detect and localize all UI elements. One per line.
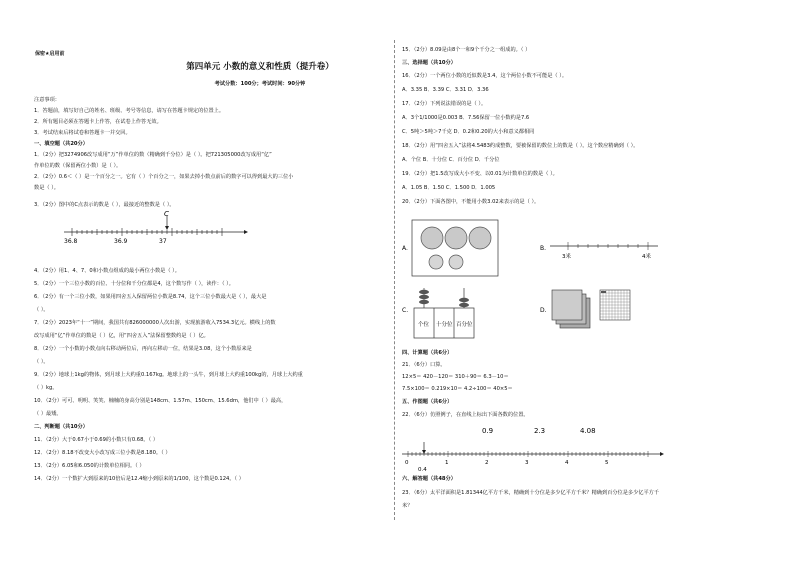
- tick-label: 4米: [642, 254, 651, 260]
- small-coin-icon: [449, 255, 463, 269]
- hundred-squares: [552, 290, 630, 328]
- target-number: 4.08: [580, 427, 596, 435]
- option-line: A．个位 B．十分位 C．百分位 D．千分位: [402, 157, 500, 163]
- q20-figures: [400, 212, 660, 344]
- question-line: 米？: [402, 503, 413, 509]
- confidential-seal: 保密★启用前: [35, 51, 65, 57]
- section-heading: 五、作图题（共6分）: [402, 399, 453, 405]
- abacus-label: 十分位: [436, 322, 453, 328]
- option-a-label: A.: [402, 245, 408, 252]
- abacus-beads: [419, 290, 469, 307]
- question-line: 18．（2分）用“四舍五入”法将4.5483约成整数，要被保留的数位上的数是（ ）。这个数应精确到（ ）。: [402, 143, 639, 149]
- question-line: 17．（2分）下列说法错误的是（ ）。: [402, 101, 487, 107]
- abacus-label: 百分位: [456, 322, 473, 328]
- example-label: 0.4: [418, 467, 427, 472]
- tick-label: 3: [525, 460, 529, 466]
- exam-info: 考试分数：100分；考试时间：90分钟: [214, 81, 306, 87]
- section-heading: 四、计算题（共6分）: [402, 350, 453, 356]
- question-line: 14．（2分）一个数扩大到原来的10倍后是12.4缩小到原来的1/100，这个数是0.124。（ ）: [34, 476, 244, 482]
- q3-number-line: [60, 208, 250, 246]
- question-line: 作单位的数（保留两位小数）是（ ）。: [34, 163, 122, 169]
- q22-number-line: [400, 424, 666, 472]
- question-line: 6．（2分）有一个三位小数，如果用四舍五入保留两位小数是8.74，这个三位小数最大是（ ），最大是: [34, 294, 267, 300]
- notice-line: 3．考试结束后将试卷和答题卡一并交回。: [34, 130, 131, 136]
- section-heading: 二、判断题（共10分）: [34, 424, 88, 430]
- question-line: 19．（2分）把1.5改写成大小不变、以0.01为计数单位的数是（ ）。: [402, 171, 558, 177]
- question-line: 12．（2分）8.18不改变大小改写成三位小数是8.180。（ ）: [34, 450, 171, 456]
- question-line: 8．（2分）一个小数的小数点向右移动两位后，再向左移动一位，结果是3.08，这个小数原来是: [34, 346, 252, 352]
- question-line: 10．（2分）可可、明明、笑笑、楠楠的身高分别是148cm、1.57m、150cm、15.6dm，他们中（ ）最高，: [34, 398, 287, 404]
- point-c-label: C: [164, 210, 169, 218]
- section-heading: 三、选择题（共10分）: [402, 60, 456, 66]
- question-line: 7．（2分）2023年“十一”期间，我国共有826000000人次出游，实现旅游收入7534.3亿元。横线上的数: [34, 320, 276, 326]
- option-b-label: B.: [540, 245, 547, 252]
- option-line: A．3个1/1000是0.003 B．7.56保留一位小数约是7.6: [402, 115, 530, 121]
- coin-icon: [469, 227, 491, 249]
- question-line: （ ）kg。: [34, 385, 58, 391]
- abacus-label: 个位: [418, 322, 430, 328]
- question-line: （ ）。: [34, 307, 49, 313]
- tick-label: 4: [565, 460, 569, 466]
- option-line: A．3.35 B．3.39 C．3.31 D．3.36: [402, 87, 489, 93]
- question-line: 9．（2分）地球上1kg的物体，到月球上大约重0.167kg。地球上的一头牛，到月球上大约重100kg的，月球上大约重: [34, 372, 303, 378]
- question-line: 20．（2分）下面各图中，不能用小数3.02来表示的是（ ）。: [402, 199, 540, 205]
- option-line: A．1.05 B．1.50 C．1.500 D．1.005: [402, 185, 496, 191]
- notice-line: 1．答题前，填写好自己的姓名、班级、考号等信息，请写在答题卡规定的位置上。: [34, 108, 225, 114]
- question-line: （ ）。: [34, 359, 49, 365]
- coin-icon: [421, 227, 443, 249]
- question-line: 16．（2分）一个两位小数的近似数是3.4，这个两位小数不可能是（ ）。: [402, 73, 568, 79]
- coin-icon: [445, 227, 467, 249]
- column-divider: [394, 40, 395, 520]
- option-d-label: D.: [540, 307, 547, 314]
- question-line: 22．（6分）仿照例子，在直线上标出下面各数的位置。: [402, 412, 529, 418]
- target-number: 0.9: [482, 427, 494, 435]
- target-number: 2.3: [534, 427, 546, 435]
- question-line: 5．（2分）一个三位小数的百位、十分位和千分位都是4，这个数写作（ ），读作：（ ）。: [34, 281, 234, 287]
- notice-line: 2．所有题目必须在答题卡上作答，在试卷上作答无效。: [34, 119, 162, 125]
- question-line: 13．（2分）6.05和6.050的计数单位相同。（ ）: [34, 463, 145, 469]
- question-line: 15．（2分）8.09是由8个一和9个千分之一组成的。（ ）: [402, 47, 531, 53]
- small-coin-icon: [429, 255, 443, 269]
- question-line: 2．（2分）0.6＜（ ）是一个百分之一。它有（ ）个百分之一，如果去掉小数点前后的数字可以得到最大的三位小: [34, 174, 294, 180]
- question-line: 4．（2分）用1、4、7、0和小数点组成的最小两位小数是（ ）。: [34, 268, 180, 274]
- tick-label: 1: [445, 460, 449, 466]
- calc-row: 12×5＝ 420－120＝ 310＋90＝ 6.3－10＝: [402, 374, 509, 380]
- question-line: 3．（2分）图中的C点表示的数是（ ），最接近的整数是（ ）。: [34, 202, 175, 208]
- question-line: 改写成用“亿”作单位的数是（ ）亿，用“四舍五入”法保留整数约是（ ）亿。: [34, 333, 209, 339]
- question-line: 数是（ ）。: [34, 185, 59, 191]
- option-line: C．5吨＞5吨＞7千克 D．0.2和0.20的大小和意义都相同: [402, 129, 535, 135]
- tick-label: 2: [485, 460, 489, 466]
- tick-label: 5: [605, 460, 609, 466]
- question-line: 21．（6分）口算。: [402, 362, 446, 368]
- question-line: （ ）最矮。: [34, 411, 62, 417]
- section-heading: 六、解答题（共48分）: [402, 476, 456, 482]
- section-heading: 一、填空题（共20分）: [34, 141, 88, 147]
- tick-label: 37: [159, 238, 167, 245]
- tick-label: 36.9: [114, 238, 128, 245]
- calc-row: 7.5×100＝ 0.219×10＝ 4.2÷100＝ 40×5＝: [402, 386, 513, 392]
- tick-label: 36.8: [64, 238, 78, 245]
- tick-label: 0: [405, 460, 409, 466]
- page-title: 第四单元 小数的意义和性质（提升卷）: [186, 62, 334, 72]
- question-line: 23．（6分）太平洋面积是1.81344亿平方千米，精确到十分位是多少亿平方千米？精确到百分位是多少亿平方千: [402, 490, 660, 496]
- question-line: 1．（2分）把3274906改写成用“万”作单位的数（精确到千分位）是（ ）。把721305000改写成用“亿”: [34, 152, 272, 158]
- option-c-label: C.: [402, 307, 409, 314]
- tick-label: 3米: [562, 254, 571, 260]
- notice-heading: 注意事项：: [34, 97, 60, 103]
- question-line: 11．（2分）大于0.67小于0.69的小数只有0.68。（ ）: [34, 437, 159, 443]
